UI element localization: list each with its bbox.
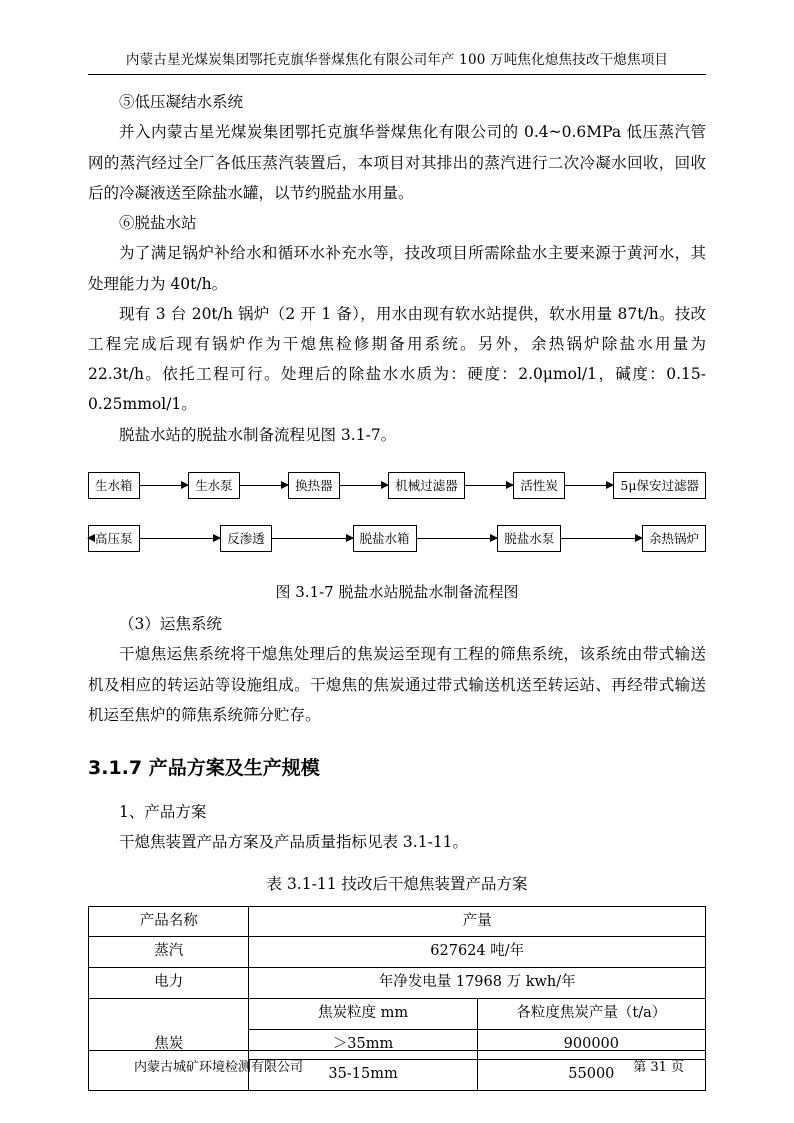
table-cell-grain-size: 35-15mm (249, 1060, 477, 1091)
flow-arrow (272, 538, 353, 539)
flow-box-reverse-osmosis: 反渗透 (220, 525, 272, 552)
table-cell-output: 55000 (477, 1060, 705, 1091)
subsection-1-title: 1、产品方案 (119, 802, 207, 821)
flow-diagram (88, 472, 706, 552)
figure-caption: 图 3.1-7 脱盐水站脱盐水制备流程图 (275, 582, 519, 601)
table-subheader-output-per-size: 各粒度焦炭产量（t/a） (477, 998, 705, 1029)
flow-box-safety-filter: 5μ保安过滤器 (613, 472, 706, 499)
footer-divider (88, 1050, 706, 1051)
table-subheader-grain-size: 焦炭粒度 mm (249, 998, 477, 1029)
item5-title: ⑤低压凝结水系统 (119, 93, 244, 112)
flow-box-waste-heat-boiler: 余热锅炉 (642, 525, 706, 552)
page-content (88, 87, 706, 1091)
item6-paragraph-3: 脱盐水站的脱盐水制备流程见图 3.1-7。 (119, 425, 397, 444)
table-cell-value: 年净发电量 17968 万 kwh/年 (249, 968, 706, 999)
flow-box-activated-carbon: 活性炭 (513, 472, 565, 499)
table-header-row (89, 906, 706, 937)
flow-box-raw-water-pump: 生水泵 (188, 472, 240, 499)
table-header-product-name: 产品名称 (89, 906, 249, 937)
header-divider (88, 74, 706, 75)
flow-arrow (340, 485, 389, 486)
flow-box-mechanical-filter: 机械过滤器 (388, 472, 465, 499)
flow-arrow (465, 485, 514, 486)
item6-title: ⑥脱盐水站 (119, 214, 197, 233)
flow-box-desalted-water-tank: 脱盐水箱 (353, 525, 417, 552)
table-cell-name-coke: 焦炭 (89, 998, 249, 1090)
flow-box-raw-water-tank: 生水箱 (88, 472, 140, 499)
flow-arrow (140, 538, 221, 539)
table-row (89, 968, 706, 999)
header-title: 内蒙古星光煤炭集团鄂托克旗华誉煤焦化有限公司年产 100 万吨焦化熄焦技改干熄焦项目 (125, 52, 669, 68)
table-cell-output: 900000 (477, 1029, 705, 1060)
page-footer (88, 1050, 706, 1075)
item5-paragraph: 并入内蒙古星光煤炭集团鄂托克旗华誉煤焦化有限公司的 0.4~0.6MPa 低压蒸汽管网的蒸汽经过全厂各低压蒸汽装置后，本项目对其排出的蒸汽进行二次冷凝水回收，回收后的冷凝液送至除盐水罐，以节约脱盐水用量。 (88, 123, 706, 202)
footer-page-number: 第 31 页 (633, 1060, 684, 1075)
table-row (89, 937, 706, 968)
flow-box-desalted-water-pump: 脱盐水泵 (497, 525, 561, 552)
page-header (88, 0, 706, 75)
table-header-output: 产量 (249, 906, 706, 937)
subsection-1-paragraph: 干熄焦装置产品方案及产品质量指标见表 3.1-11。 (119, 833, 469, 852)
section3-title: （3）运焦系统 (119, 615, 222, 634)
flow-row-2 (88, 525, 706, 552)
flow-arrow (417, 538, 498, 539)
table-cell-value: 627624 吨/年 (249, 937, 706, 968)
footer-company: 内蒙古城矿环境检测有限公司 (134, 1060, 304, 1075)
flow-arrow (240, 485, 289, 486)
section-heading-317: 3.1.7 产品方案及生产规模 (88, 756, 320, 779)
item6-paragraph-1: 为了满足锅炉补给水和循环水补充水等，技改项目所需除盐水主要来源于黄河水，其处理能力为 40t/h。 (88, 244, 706, 293)
section3-paragraph: 干熄焦运焦系统将干熄焦处理后的焦炭运至现有工程的筛焦系统，该系统由带式输送机及相应的转运站等设施组成。干熄焦的焦炭通过带式输送机送至转运站、再经带式输送机运至焦炉的筛焦系统筛分贮存。 (88, 645, 706, 724)
flow-box-heat-exchanger: 换热器 (288, 472, 340, 499)
table-caption: 表 3.1-11 技改后干熄焦装置产品方案 (266, 875, 528, 894)
table-cell-name: 蒸汽 (89, 937, 249, 968)
flow-arrow (140, 485, 189, 486)
flow-arrow (561, 538, 642, 539)
item6-paragraph-2: 现有 3 台 20t/h 锅炉（2 开 1 备），用水由现有软水站提供，软水用量 87t/h。技改工程完成后现有锅炉作为干熄焦检修期备用系统。另外，余热锅炉除盐水用量为 22.3t/h。依托工程可行。处理后的除盐水水质为：硬度：2.0μmol/1，碱度：0.15-0.25mmol/1。 (88, 304, 706, 414)
table-row (89, 998, 706, 1029)
flow-box-high-pressure-pump: 高压泵 (88, 525, 140, 552)
flow-arrow (565, 485, 614, 486)
table-cell-grain-size: ＞35mm (249, 1029, 477, 1060)
flow-row-1 (88, 472, 706, 499)
table-cell-name: 电力 (89, 968, 249, 999)
